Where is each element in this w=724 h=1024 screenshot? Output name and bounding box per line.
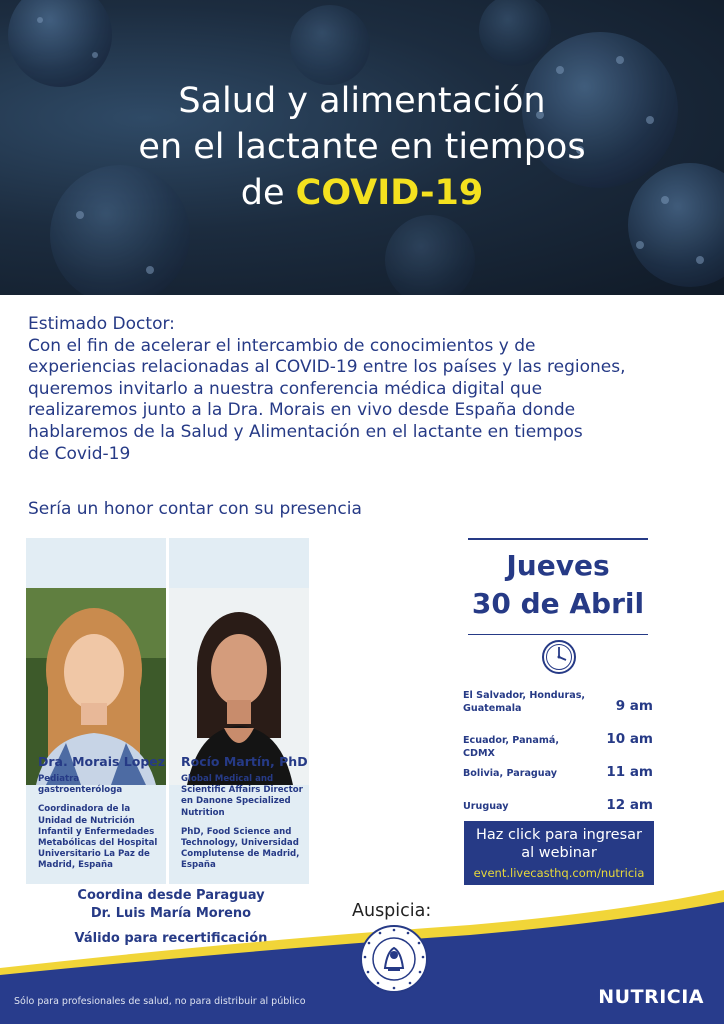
schedule-time: 12 am: [606, 797, 653, 813]
brand-logo: NUTRICIA: [598, 986, 704, 1008]
sponsor-label: Auspicia:: [352, 901, 432, 921]
webinar-label-line1: Haz click para ingresar: [476, 827, 642, 843]
intro-line: experiencias relacionadas al COVID-19 entre los países y las regiones,: [28, 357, 626, 378]
speaker-name: Dra. Morais Lopez: [38, 754, 166, 769]
speaker-affiliation: PhD, Food Science and Technology, Universidad Complutense de Madrid, España: [181, 826, 300, 871]
speaker-role: Global Medical and Scientific Affairs Director en Danone Specialized Nutrition: [181, 774, 303, 818]
speaker-role: Pediatra gastroenteróloga: [38, 774, 123, 796]
intro-line: Con el fin de acelerar el intercambio de conocimientos y de: [28, 335, 536, 356]
webinar-link[interactable]: event.livecasthq.com/nutricia: [473, 866, 645, 880]
schedule-time: 10 am: [606, 731, 653, 747]
schedule-countries: Ecuador, Panamá, CDMX: [463, 735, 559, 759]
speaker-name: Rocío Martín, PhD: [181, 754, 308, 769]
coordination-line2: Dr. Luis María Moreno: [90, 906, 252, 921]
honor-text: Sería un honor contar con su presencia: [28, 499, 362, 519]
sponsor-seal-logo: [359, 924, 429, 994]
event-date-text: 30 de Abril: [471, 586, 645, 620]
schedule-countries: El Salvador, Honduras, Guatemala: [463, 690, 586, 714]
intro-line: Estimado Doctor:: [28, 314, 175, 334]
schedule-time: 9 am: [615, 698, 653, 714]
event-day: Jueves: [506, 548, 610, 582]
intro-line: realizaremos junto a la Dra. Morais en vivo desde España donde: [28, 400, 576, 421]
schedule-countries: Uruguay: [463, 801, 509, 812]
intro-line: queremos invitarlo a nuestra conferencia médica digital que: [28, 378, 543, 399]
intro-line: de Covid-19: [28, 443, 131, 464]
hero-title-line2: en el lactante en tiempos: [138, 127, 586, 167]
footer-disclaimer: Sólo para profesionales de salud, no para distribuir al público: [14, 996, 306, 1007]
recertification-note: Válido para recertificación: [74, 931, 268, 946]
speaker-affiliation: Coordinadora de la Unidad de Nutrición Infantil y Enfermedades Metabólicas del Hospital Universitario La Paz de Madrid, España: [38, 804, 158, 871]
hero-title-prefix: de: [240, 173, 296, 213]
coordination-line1: Coordina desde Paraguay: [77, 888, 265, 903]
webinar-label-line2: al webinar: [521, 845, 597, 861]
schedule-time: 11 am: [606, 764, 653, 780]
hero-title-highlight: COVID-19: [295, 173, 484, 213]
hero-title-line1: Salud y alimentación: [178, 81, 546, 121]
intro-line: hablaremos de la Salud y Alimentación en el lactante en tiempos: [28, 421, 583, 442]
schedule-countries: Bolivia, Paraguay: [463, 768, 558, 779]
